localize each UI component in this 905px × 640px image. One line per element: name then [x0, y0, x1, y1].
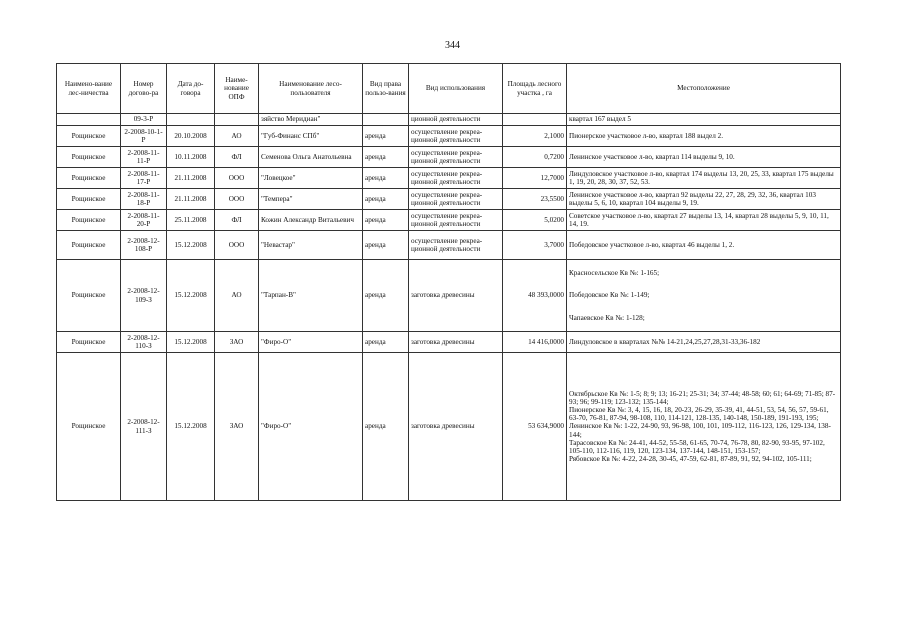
table-row	[57, 353, 841, 501]
table-row	[57, 332, 841, 353]
right-type-cell: аренда	[363, 126, 409, 147]
header-usage: Вид использования	[409, 64, 503, 114]
location-line: Линдуловское в кварталах №№ 14-21,24,25,27,28,31-33,36-182	[569, 337, 761, 346]
user-cell: Семенова Ольга Анатольевна	[259, 147, 363, 168]
usage-cell: осуществление рекреа-ционной деятельности	[409, 210, 503, 231]
location-cell	[567, 147, 841, 168]
header-user: Наименование лесо-пользователя	[259, 64, 363, 114]
forestry-cell: Рощинское	[57, 353, 121, 501]
contract-number-cell: 2-2008-11-20-Р	[121, 210, 167, 231]
table-row	[57, 126, 841, 147]
header-contract-number: Номер догово-ра	[121, 64, 167, 114]
location-gap	[569, 300, 838, 314]
area-cell: 2,1000	[503, 126, 567, 147]
contract-number-cell: 2-2008-11-17-Р	[121, 168, 167, 189]
user-cell: "Губ-Финанс СПб"	[259, 126, 363, 147]
location-line: Линдуловское участковое л-во, квартал 174 выделы 13, 20, 25, 33, квартал 175 выделы 1, 19, 20, 28, 30, 37, 52, 53.	[569, 169, 834, 186]
usage-cell: осуществление рекреа-ционной деятельности	[409, 189, 503, 210]
location-line: Красносельское Кв №: 1-165;	[569, 269, 660, 278]
table-row	[57, 210, 841, 231]
contract-number-cell: 2-2008-11-11-Р	[121, 147, 167, 168]
location-line: Ленинское участковое л-во, квартал 114 выделы 9, 10.	[569, 152, 735, 161]
right-type-cell: аренда	[363, 189, 409, 210]
user-cell: зяйство Меридиан"	[259, 114, 363, 126]
contract-date-cell: 25.11.2008	[167, 210, 215, 231]
right-type-cell: аренда	[363, 210, 409, 231]
user-cell: Кожин Александр Витальевич	[259, 210, 363, 231]
table-row	[57, 189, 841, 210]
location-line: квартал 167 выдел 5	[569, 115, 631, 124]
user-cell: "Темпера"	[259, 189, 363, 210]
forestry-cell: Рощинское	[57, 126, 121, 147]
location-line: Пионерское Кв №: 3, 4, 15, 16, 18, 20-23, 26-29, 35-39, 41, 44-51, 53, 54, 56, 57, 59-61, 63-70, 76-81, 87-94, 98-108, 110, 114-121, 128-135, 140-148, 150-189, 191-193, 195;	[569, 406, 829, 423]
user-cell: "Фиро-О"	[259, 332, 363, 353]
forestry-cell: Рощинское	[57, 332, 121, 353]
contract-number-cell: 2-2008-12-111-З	[121, 353, 167, 501]
contract-number-cell: 09-3-Р	[121, 114, 167, 126]
user-cell: "Фиро-О"	[259, 353, 363, 501]
opf-cell: ЗАО	[215, 353, 259, 501]
table-row	[57, 231, 841, 260]
usage-cell: заготовка древесины	[409, 332, 503, 353]
opf-cell: ООО	[215, 189, 259, 210]
usage-cell: ционной деятельности	[409, 114, 503, 126]
contract-date-cell: 15.12.2008	[167, 353, 215, 501]
location-line: Ленинское Кв №: 1-22, 24-90, 93, 96-98, 100, 101, 109-112, 116-123, 126, 129-134, 138-144;	[569, 422, 831, 439]
contract-date-cell: 15.12.2008	[167, 332, 215, 353]
location-line: Пионерское участковое л-во, квартал 188 выдел 2.	[569, 131, 723, 140]
usage-cell: осуществление рекреа-ционной деятельности	[409, 231, 503, 260]
table-row	[57, 147, 841, 168]
header-forestry: Наимено-вание лес-ничества	[57, 64, 121, 114]
usage-cell: заготовка древесины	[409, 353, 503, 501]
contract-number-cell: 2-2008-10-1-Р	[121, 126, 167, 147]
forestry-cell: Рощинское	[57, 147, 121, 168]
page-number: 344	[445, 40, 460, 51]
area-cell: 5,0200	[503, 210, 567, 231]
header-area: Площадь лесного участка , га	[503, 64, 567, 114]
location-line: Победовское участковое л-во, квартал 46 выделы 1, 2.	[569, 240, 735, 249]
right-type-cell: аренда	[363, 332, 409, 353]
table-row	[57, 168, 841, 189]
opf-cell	[215, 114, 259, 126]
location-cell	[567, 189, 841, 210]
opf-cell: ООО	[215, 231, 259, 260]
location-line: Октябрьское Кв №: 1-5; 8; 9; 13; 16-21; 25-31; 34; 37-44; 48-58; 60; 61; 64-69; 71-85; 87-93; 96; 99-119; 123-132; 135-144;	[569, 390, 836, 407]
contract-number-cell: 2-2008-12-108-Р	[121, 231, 167, 260]
contract-number-cell: 2-2008-12-110-З	[121, 332, 167, 353]
location-cell	[567, 210, 841, 231]
opf-cell: ЗАО	[215, 332, 259, 353]
location-line: Победовское Кв №: 1-149;	[569, 291, 650, 300]
opf-cell: ФЛ	[215, 147, 259, 168]
location-cell	[567, 114, 841, 126]
usage-cell: осуществление рекреа-ционной деятельности	[409, 168, 503, 189]
area-cell	[503, 114, 567, 126]
location-gap	[569, 277, 838, 291]
opf-cell: ФЛ	[215, 210, 259, 231]
right-type-cell: аренда	[363, 260, 409, 332]
usage-cell: осуществление рекреа-ционной деятельности	[409, 126, 503, 147]
location-line: Ленинское участковое л-во, квартал 92 выделы 22, 27, 28, 29, 32, 36, квартал 103 выделы 5, 6, 10, квартал 104 выделы 9, 19.	[569, 190, 816, 207]
right-type-cell: аренда	[363, 168, 409, 189]
forestry-cell	[57, 114, 121, 126]
contract-date-cell: 21.11.2008	[167, 189, 215, 210]
usage-cell: заготовка древесины	[409, 260, 503, 332]
area-cell: 48 393,0000	[503, 260, 567, 332]
location-line: Советское участковое л-во, квартал 27 выделы 13, 14, квартал 28 выделы 5, 9, 10, 11, 14, 19.	[569, 211, 829, 228]
location-line: Чапаевское Кв №: 1-128;	[569, 313, 645, 322]
area-cell: 12,7000	[503, 168, 567, 189]
location-cell	[567, 260, 841, 332]
location-cell	[567, 126, 841, 147]
area-cell: 3,7000	[503, 231, 567, 260]
contract-number-cell: 2-2008-11-18-Р	[121, 189, 167, 210]
right-type-cell: аренда	[363, 353, 409, 501]
opf-cell: ООО	[215, 168, 259, 189]
lease-registry-table	[56, 63, 841, 501]
table-row	[57, 114, 841, 126]
header-contract-date: Дата до-говора	[167, 64, 215, 114]
header-opf: Наиме-нование ОПФ	[215, 64, 259, 114]
header-right-type: Вид права пользо-вания	[363, 64, 409, 114]
user-cell: "Ловецкое"	[259, 168, 363, 189]
contract-date-cell: 20.10.2008	[167, 126, 215, 147]
contract-number-cell: 2-2008-12-109-З	[121, 260, 167, 332]
contract-date-cell: 15.12.2008	[167, 231, 215, 260]
table-row	[57, 260, 841, 332]
forestry-cell: Рощинское	[57, 189, 121, 210]
contract-date-cell: 10.11.2008	[167, 147, 215, 168]
header-location: Местоположение	[567, 64, 841, 114]
location-cell	[567, 332, 841, 353]
table-header-row	[57, 64, 841, 114]
user-cell: "Тарпан-В"	[259, 260, 363, 332]
contract-date-cell: 15.12.2008	[167, 260, 215, 332]
right-type-cell: аренда	[363, 147, 409, 168]
contract-date-cell: 21.11.2008	[167, 168, 215, 189]
opf-cell: АО	[215, 260, 259, 332]
usage-cell: осуществление рекреа-ционной деятельности	[409, 147, 503, 168]
location-cell	[567, 353, 841, 501]
right-type-cell	[363, 114, 409, 126]
location-cell	[567, 231, 841, 260]
forestry-cell: Рощинское	[57, 231, 121, 260]
area-cell: 0,7200	[503, 147, 567, 168]
area-cell: 53 634,9000	[503, 353, 567, 501]
forestry-cell: Рощинское	[57, 168, 121, 189]
right-type-cell: аренда	[363, 231, 409, 260]
area-cell: 14 416,0000	[503, 332, 567, 353]
location-line: Рябовское Кв №: 4-22, 24-28, 30-45, 47-59, 62-81, 87-89, 91, 92, 94-102, 105-111;	[569, 454, 812, 463]
user-cell: "Невастар"	[259, 231, 363, 260]
forestry-cell: Рощинское	[57, 210, 121, 231]
location-cell	[567, 168, 841, 189]
area-cell: 23,5500	[503, 189, 567, 210]
opf-cell: АО	[215, 126, 259, 147]
location-line: Тарасовское Кв №: 24-41, 44-52, 55-58, 61-65, 70-74, 76-78, 80, 82-90, 93-95, 97-102, 105-110, 112-116, 119, 120, 123-134, 137-144, 148-151, 153-157;	[569, 438, 825, 455]
forestry-cell: Рощинское	[57, 260, 121, 332]
contract-date-cell	[167, 114, 215, 126]
